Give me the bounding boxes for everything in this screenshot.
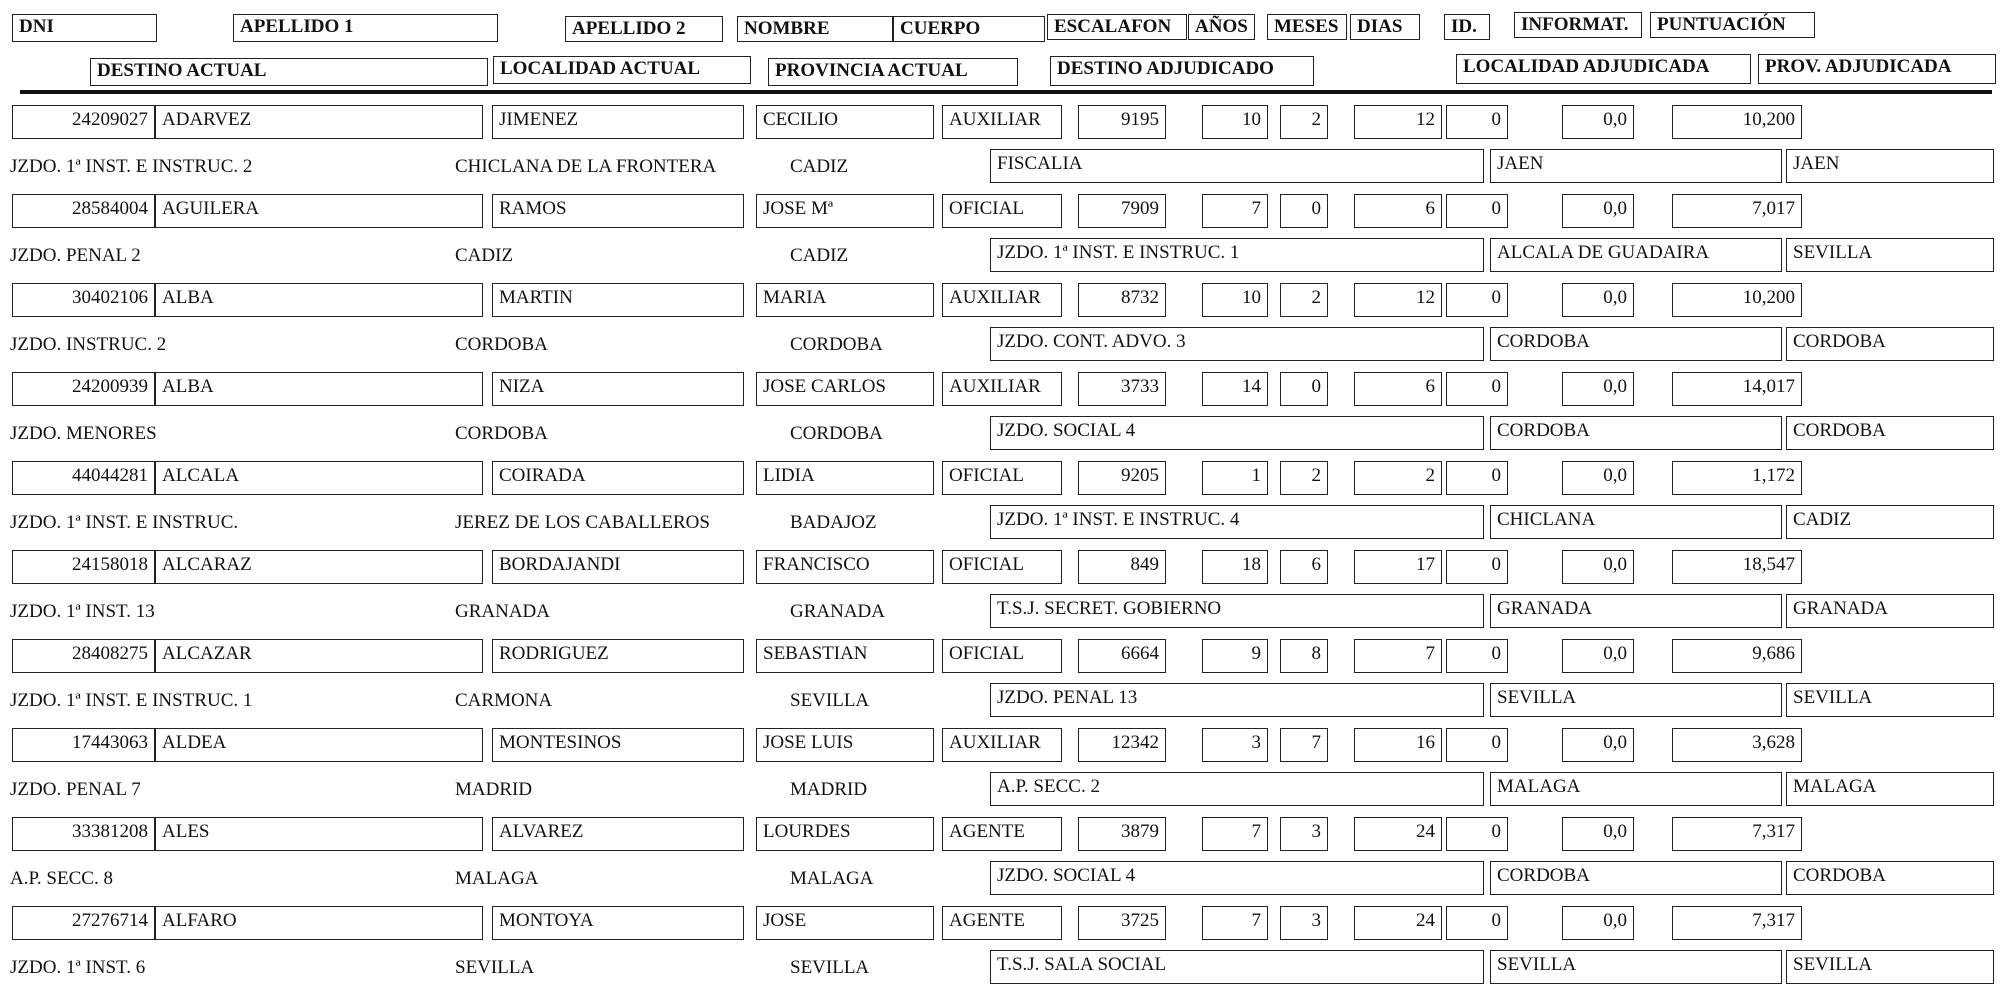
record-escalafon: 9195 (1078, 105, 1166, 139)
record-puntuacion: 18,547 (1672, 550, 1802, 584)
record-destino-adjudicado: JZDO. PENAL 13 (990, 683, 1484, 717)
record-meses: 0 (1280, 194, 1328, 228)
record (0, 817, 2000, 905)
record-informat: 0,0 (1562, 283, 1634, 317)
record-cuerpo: AUXILIAR (942, 283, 1062, 317)
record-id: 0 (1446, 817, 1508, 851)
record-nombre: CECILIO (756, 105, 934, 139)
record-id: 0 (1446, 194, 1508, 228)
record-destino-actual: JZDO. INSTRUC. 2 (10, 334, 167, 355)
record-destino-adjudicado: T.S.J. SECRET. GOBIERNO (990, 594, 1484, 628)
record-destino-actual: JZDO. MENORES (10, 423, 157, 444)
record-destino-actual: A.P. SECC. 8 (10, 868, 113, 889)
record-provincia-actual: CORDOBA (790, 334, 883, 355)
record-dni: 24209027 (12, 105, 155, 139)
header-dni: DNI (12, 14, 157, 42)
record (0, 728, 2000, 816)
record-destino-actual: JZDO. 1ª INST. E INSTRUC. 1 (10, 690, 253, 711)
record-escalafon: 3725 (1078, 906, 1166, 940)
record-destino-adjudicado: JZDO. 1ª INST. E INSTRUC. 4 (990, 505, 1484, 539)
record-provincia-actual: GRANADA (790, 601, 885, 622)
record (0, 372, 2000, 460)
record-dni: 33381208 (12, 817, 155, 851)
record-destino-actual: JZDO. 1ª INST. E INSTRUC. (10, 512, 239, 533)
record-anos: 1 (1202, 461, 1268, 495)
record-localidad-adjudicada: GRANADA (1490, 594, 1782, 628)
header-localidad-actual: LOCALIDAD ACTUAL (493, 56, 751, 84)
record-localidad-actual: MALAGA (455, 868, 539, 889)
record-meses: 7 (1280, 728, 1328, 762)
record-puntuacion: 1,172 (1672, 461, 1802, 495)
record-apellido2: COIRADA (492, 461, 744, 495)
header-provincia-actual: PROVINCIA ACTUAL (768, 58, 1018, 86)
record-dni: 24158018 (12, 550, 155, 584)
record-anos: 10 (1202, 105, 1268, 139)
record-puntuacion: 7,317 (1672, 817, 1802, 851)
record-destino-actual: JZDO. PENAL 2 (10, 245, 141, 266)
record-meses: 8 (1280, 639, 1328, 673)
record-apellido2: BORDAJANDI (492, 550, 744, 584)
record-dni: 24200939 (12, 372, 155, 406)
record-localidad-actual: CARMONA (455, 690, 553, 711)
record-localidad-adjudicada: CHICLANA (1490, 505, 1782, 539)
record-apellido2: MARTIN (492, 283, 744, 317)
record-provincia-actual: CORDOBA (790, 423, 883, 444)
record-apellido2: MONTOYA (492, 906, 744, 940)
header-localidad-adjudicada: LOCALIDAD ADJUDICADA (1456, 54, 1751, 84)
record-cuerpo: OFICIAL (942, 194, 1062, 228)
record-anos: 7 (1202, 817, 1268, 851)
record-apellido1: ADARVEZ (155, 105, 483, 139)
record-destino-adjudicado: FISCALIA (990, 149, 1484, 183)
record-cuerpo: OFICIAL (942, 639, 1062, 673)
record-apellido1: ALBA (155, 372, 483, 406)
record-nombre: JOSE (756, 906, 934, 940)
record-anos: 14 (1202, 372, 1268, 406)
record-provincia-actual: MADRID (790, 779, 868, 800)
record-apellido1: ALFARO (155, 906, 483, 940)
record-dni: 28584004 (12, 194, 155, 228)
record-localidad-actual: CADIZ (455, 245, 514, 266)
record-localidad-adjudicada: CORDOBA (1490, 327, 1782, 361)
record (0, 194, 2000, 282)
record-localidad-adjudicada: CORDOBA (1490, 861, 1782, 895)
record (0, 283, 2000, 371)
header-cuerpo: CUERPO (893, 16, 1045, 42)
record-anos: 3 (1202, 728, 1268, 762)
record-escalafon: 3879 (1078, 817, 1166, 851)
record-destino-adjudicado: JZDO. 1ª INST. E INSTRUC. 1 (990, 238, 1484, 272)
record-anos: 18 (1202, 550, 1268, 584)
record-destino-actual: JZDO. 1ª INST. 6 (10, 957, 146, 978)
record-id: 0 (1446, 105, 1508, 139)
record-cuerpo: OFICIAL (942, 550, 1062, 584)
record-dias: 16 (1354, 728, 1442, 762)
record-dni: 27276714 (12, 906, 155, 940)
record-localidad-actual: SEVILLA (455, 957, 535, 978)
record-dni: 17443063 (12, 728, 155, 762)
record-apellido2: RODRIGUEZ (492, 639, 744, 673)
record-apellido2: RAMOS (492, 194, 744, 228)
record-localidad-actual: CORDOBA (455, 334, 548, 355)
record-localidad-adjudicada: ALCALA DE GUADAIRA (1490, 238, 1782, 272)
record-localidad-adjudicada: JAEN (1490, 149, 1782, 183)
record-apellido1: AGUILERA (155, 194, 483, 228)
record-prov-adjudicada: JAEN (1786, 149, 1994, 183)
record-localidad-actual: MADRID (455, 779, 533, 800)
record-localidad-adjudicada: SEVILLA (1490, 683, 1782, 717)
record-apellido1: ALDEA (155, 728, 483, 762)
record-puntuacion: 7,317 (1672, 906, 1802, 940)
header-puntuacion: PUNTUACIÓN (1650, 12, 1815, 38)
record-id: 0 (1446, 550, 1508, 584)
record-escalafon: 7909 (1078, 194, 1166, 228)
header-informat: INFORMAT. (1514, 12, 1642, 38)
record-prov-adjudicada: CORDOBA (1786, 416, 1994, 450)
record-nombre: JOSE Mª (756, 194, 934, 228)
record-meses: 0 (1280, 372, 1328, 406)
header-escalafon: ESCALAFON (1047, 14, 1187, 40)
record-meses: 2 (1280, 105, 1328, 139)
record-id: 0 (1446, 283, 1508, 317)
record-apellido1: ALCARAZ (155, 550, 483, 584)
record-puntuacion: 7,017 (1672, 194, 1802, 228)
record-destino-actual: JZDO. 1ª INST. E INSTRUC. 2 (10, 156, 253, 177)
record-anos: 10 (1202, 283, 1268, 317)
record-prov-adjudicada: CORDOBA (1786, 861, 1994, 895)
record-localidad-adjudicada: CORDOBA (1490, 416, 1782, 450)
record-escalafon: 8732 (1078, 283, 1166, 317)
record-informat: 0,0 (1562, 461, 1634, 495)
header-destino-actual: DESTINO ACTUAL (90, 58, 488, 86)
record-cuerpo: AUXILIAR (942, 105, 1062, 139)
record-apellido1: ALCAZAR (155, 639, 483, 673)
record-meses: 2 (1280, 283, 1328, 317)
record-destino-adjudicado: A.P. SECC. 2 (990, 772, 1484, 806)
record-apellido2: JIMENEZ (492, 105, 744, 139)
record-localidad-actual: CORDOBA (455, 423, 548, 444)
record-informat: 0,0 (1562, 639, 1634, 673)
record-meses: 2 (1280, 461, 1328, 495)
header-apellido2: APELLIDO 2 (565, 16, 723, 42)
record-destino-adjudicado: T.S.J. SALA SOCIAL (990, 950, 1484, 984)
record-apellido1: ALBA (155, 283, 483, 317)
record-dias: 12 (1354, 283, 1442, 317)
record-id: 0 (1446, 461, 1508, 495)
record (0, 461, 2000, 549)
record-dias: 2 (1354, 461, 1442, 495)
record-id: 0 (1446, 728, 1508, 762)
record-provincia-actual: CADIZ (790, 245, 849, 266)
record-cuerpo: AGENTE (942, 817, 1062, 851)
record (0, 906, 2000, 994)
record-apellido2: NIZA (492, 372, 744, 406)
header-apellido1: APELLIDO 1 (233, 14, 498, 42)
record-meses: 3 (1280, 817, 1328, 851)
record-apellido1: ALES (155, 817, 483, 851)
header-nombre: NOMBRE (737, 16, 893, 42)
record-localidad-actual: GRANADA (455, 601, 550, 622)
record-prov-adjudicada: SEVILLA (1786, 683, 1994, 717)
record-escalafon: 6664 (1078, 639, 1166, 673)
record-nombre: LOURDES (756, 817, 934, 851)
record-dni: 28408275 (12, 639, 155, 673)
record-cuerpo: OFICIAL (942, 461, 1062, 495)
record-prov-adjudicada: GRANADA (1786, 594, 1994, 628)
record-informat: 0,0 (1562, 906, 1634, 940)
record-id: 0 (1446, 906, 1508, 940)
record-escalafon: 3733 (1078, 372, 1166, 406)
record-escalafon: 12342 (1078, 728, 1166, 762)
record-dni: 44044281 (12, 461, 155, 495)
record-localidad-actual: JEREZ DE LOS CABALLEROS (455, 512, 710, 533)
record-nombre: JOSE LUIS (756, 728, 934, 762)
record (0, 639, 2000, 727)
record-destino-adjudicado: JZDO. SOCIAL 4 (990, 861, 1484, 895)
record-nombre: JOSE CARLOS (756, 372, 934, 406)
header-prov-adjudicada: PROV. ADJUDICADA (1758, 54, 1996, 84)
record (0, 105, 2000, 193)
record-provincia-actual: BADAJOZ (790, 512, 877, 533)
record-apellido1: ALCALA (155, 461, 483, 495)
record-prov-adjudicada: SEVILLA (1786, 238, 1994, 272)
record (0, 550, 2000, 638)
record-destino-adjudicado: JZDO. SOCIAL 4 (990, 416, 1484, 450)
record-dni: 30402106 (12, 283, 155, 317)
record-meses: 6 (1280, 550, 1328, 584)
record-prov-adjudicada: CADIZ (1786, 505, 1994, 539)
record-prov-adjudicada: CORDOBA (1786, 327, 1994, 361)
record-dias: 6 (1354, 372, 1442, 406)
record-dias: 24 (1354, 906, 1442, 940)
record-puntuacion: 10,200 (1672, 105, 1802, 139)
record-informat: 0,0 (1562, 728, 1634, 762)
record-informat: 0,0 (1562, 817, 1634, 851)
record-cuerpo: AUXILIAR (942, 728, 1062, 762)
record-puntuacion: 3,628 (1672, 728, 1802, 762)
record-nombre: MARIA (756, 283, 934, 317)
header-destino-adjudicado: DESTINO ADJUDICADO (1050, 56, 1314, 86)
record-dias: 17 (1354, 550, 1442, 584)
record-informat: 0,0 (1562, 194, 1634, 228)
record-puntuacion: 10,200 (1672, 283, 1802, 317)
record-destino-actual: JZDO. PENAL 7 (10, 779, 141, 800)
record-nombre: FRANCISCO (756, 550, 934, 584)
record-anos: 7 (1202, 194, 1268, 228)
record-cuerpo: AUXILIAR (942, 372, 1062, 406)
record-localidad-actual: CHICLANA DE LA FRONTERA (455, 156, 717, 177)
record-puntuacion: 14,017 (1672, 372, 1802, 406)
record-apellido2: ALVAREZ (492, 817, 744, 851)
record-apellido2: MONTESINOS (492, 728, 744, 762)
record-localidad-adjudicada: MALAGA (1490, 772, 1782, 806)
header-anos: AÑOS (1188, 14, 1255, 40)
record-prov-adjudicada: MALAGA (1786, 772, 1994, 806)
record-puntuacion: 9,686 (1672, 639, 1802, 673)
header-dias: DIAS (1350, 14, 1420, 40)
record-localidad-adjudicada: SEVILLA (1490, 950, 1782, 984)
record-dias: 6 (1354, 194, 1442, 228)
record-anos: 7 (1202, 906, 1268, 940)
record-informat: 0,0 (1562, 372, 1634, 406)
record-escalafon: 9205 (1078, 461, 1166, 495)
record-provincia-actual: SEVILLA (790, 690, 870, 711)
record-meses: 3 (1280, 906, 1328, 940)
header-meses: MESES (1267, 14, 1347, 40)
record-nombre: LIDIA (756, 461, 934, 495)
record-escalafon: 849 (1078, 550, 1166, 584)
record-provincia-actual: CADIZ (790, 156, 849, 177)
record-prov-adjudicada: SEVILLA (1786, 950, 1994, 984)
header-id: ID. (1444, 14, 1490, 40)
record-destino-actual: JZDO. 1ª INST. 13 (10, 601, 155, 622)
record-informat: 0,0 (1562, 550, 1634, 584)
record-destino-adjudicado: JZDO. CONT. ADVO. 3 (990, 327, 1484, 361)
record-anos: 9 (1202, 639, 1268, 673)
record-provincia-actual: MALAGA (790, 868, 874, 889)
record-cuerpo: AGENTE (942, 906, 1062, 940)
record-id: 0 (1446, 372, 1508, 406)
record-provincia-actual: SEVILLA (790, 957, 870, 978)
record-dias: 7 (1354, 639, 1442, 673)
record-dias: 12 (1354, 105, 1442, 139)
record-nombre: SEBASTIAN (756, 639, 934, 673)
record-dias: 24 (1354, 817, 1442, 851)
record-informat: 0,0 (1562, 105, 1634, 139)
record-id: 0 (1446, 639, 1508, 673)
